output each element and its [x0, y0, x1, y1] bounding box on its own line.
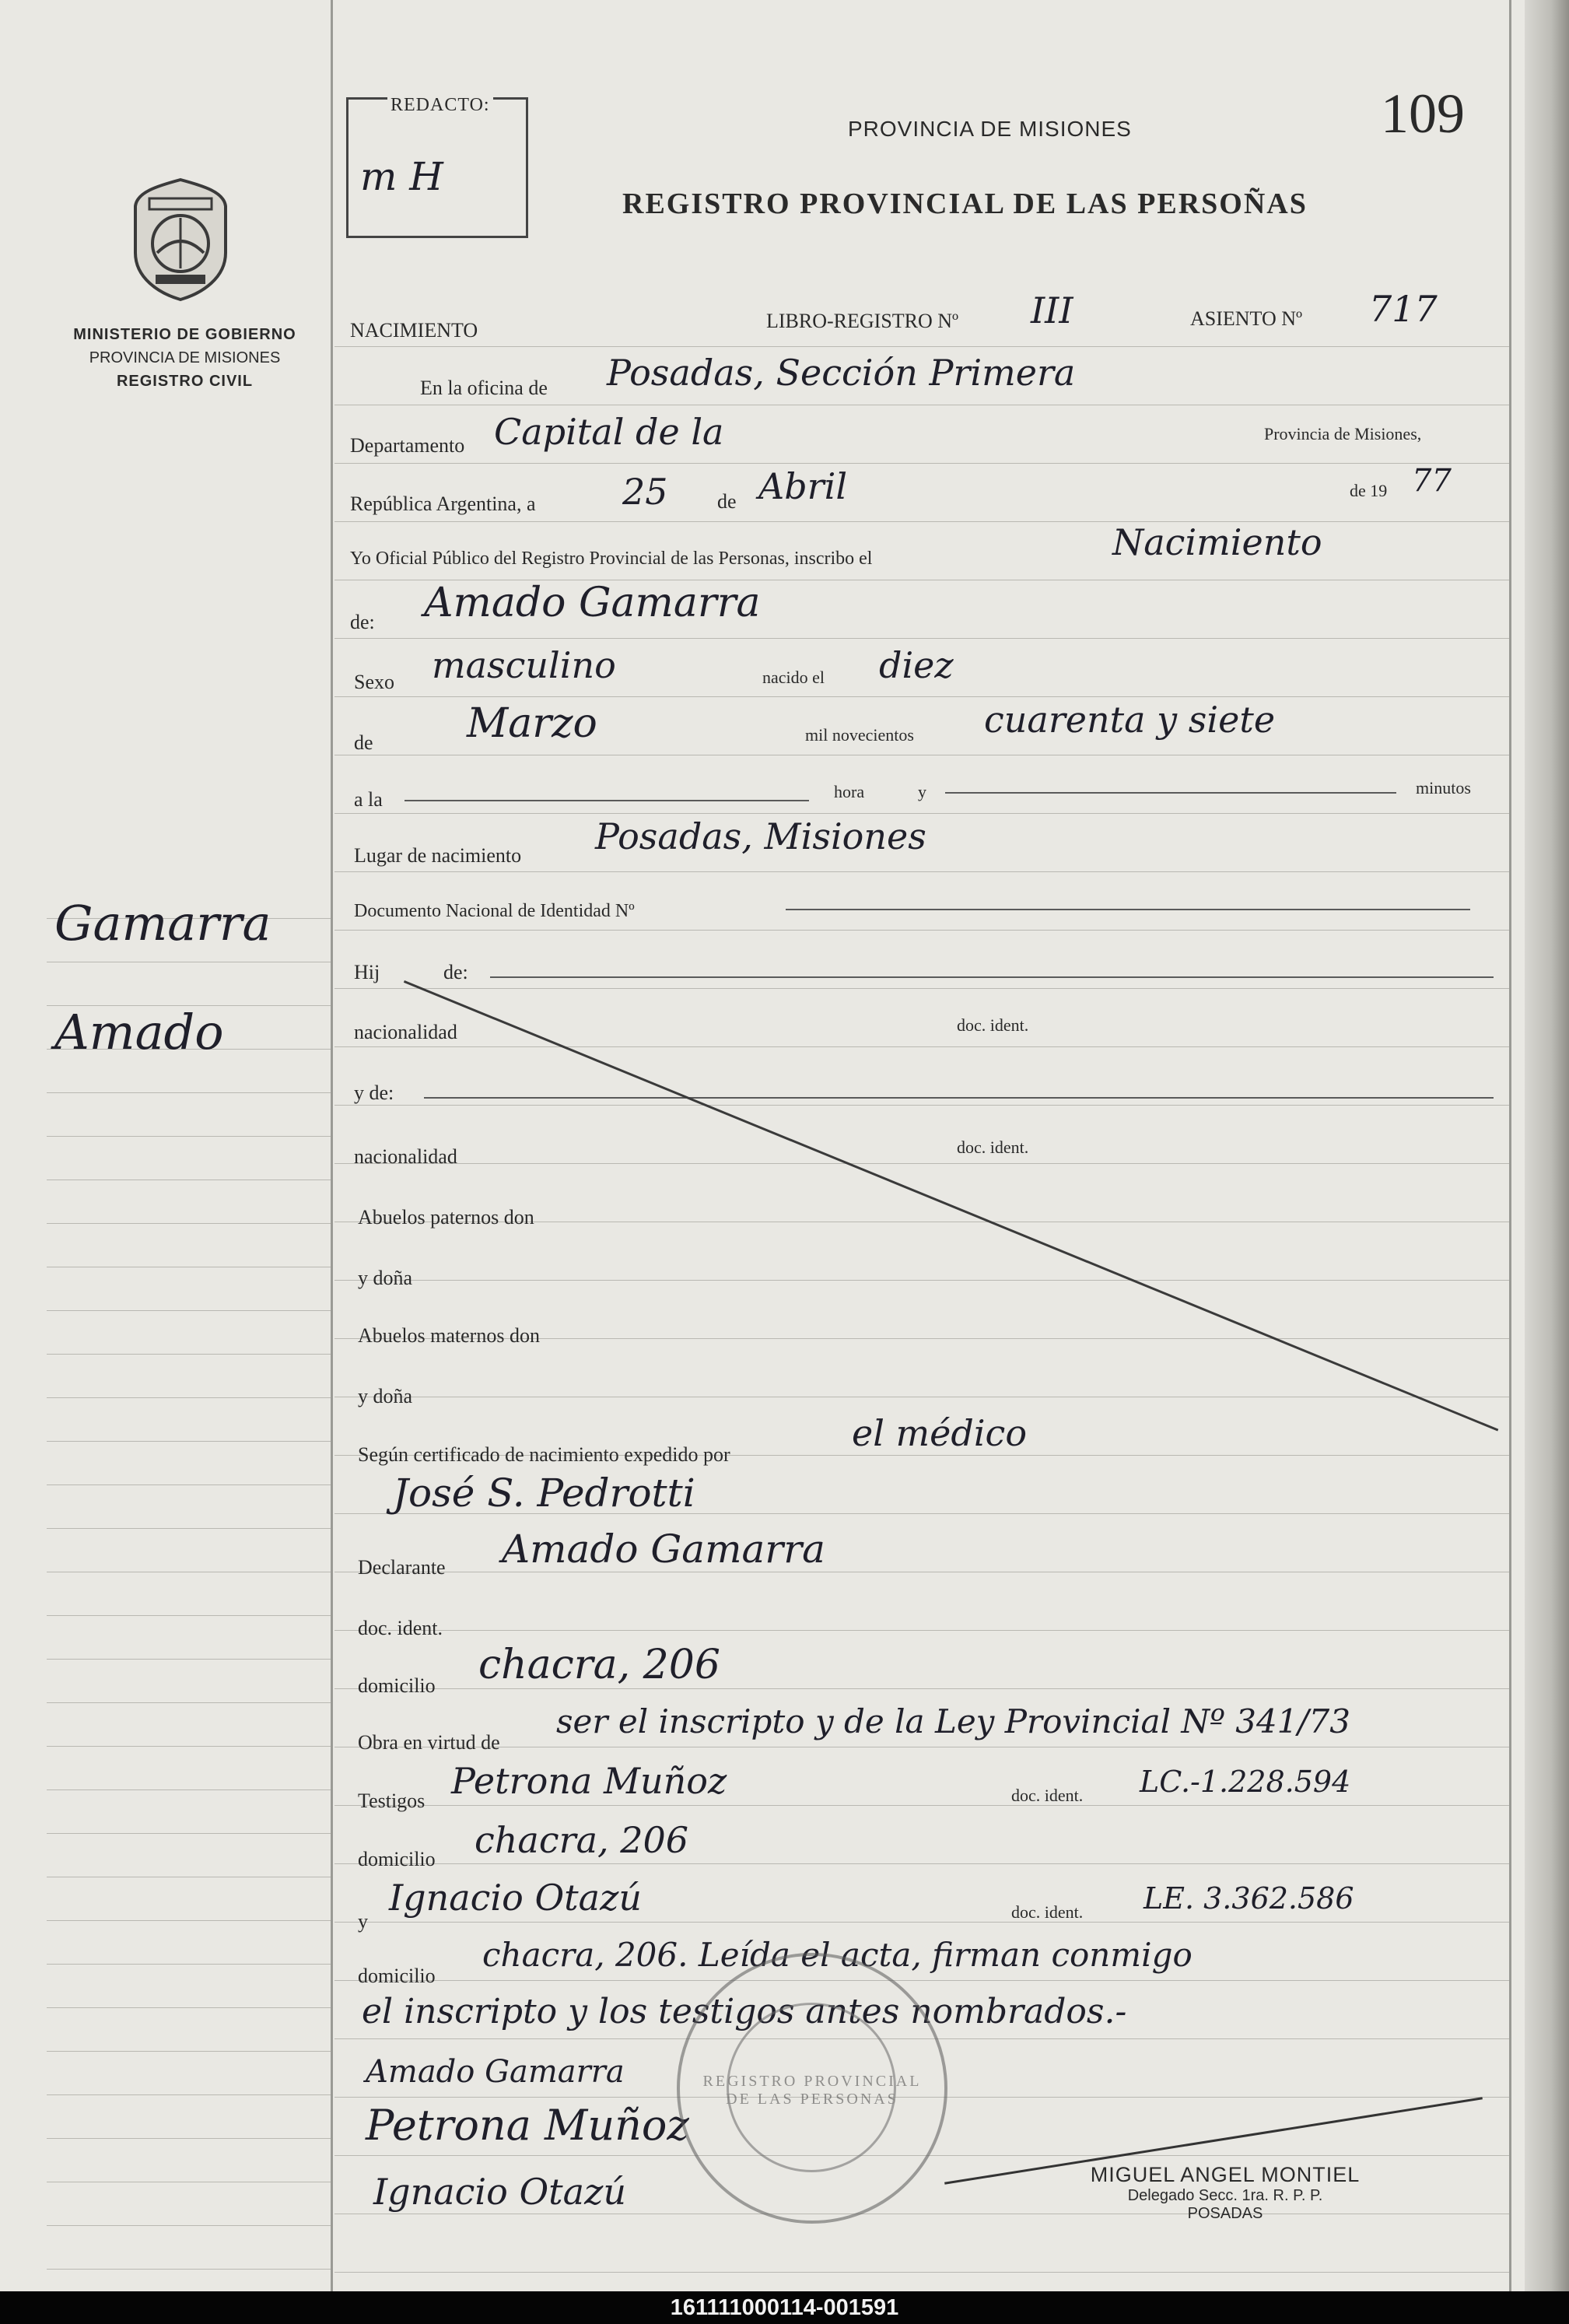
margin-ruling [47, 1833, 331, 1834]
redacto-label: REDACTO: [387, 95, 493, 116]
oficina-label: En la oficina de [420, 377, 548, 399]
sexo-value: masculino [432, 644, 616, 686]
oficina-value: Posadas, Sección Primera [607, 352, 1076, 394]
asiento-value: 717 [1369, 288, 1438, 330]
hijde-fill [490, 976, 1494, 978]
redacto-box [346, 97, 528, 238]
docident5-label: doc. ident. [1011, 1902, 1084, 1922]
domicilio2-label: domicilio [358, 1848, 436, 1870]
year-prefix: de 19 [1350, 481, 1388, 500]
nacido-value: diez [879, 644, 954, 686]
margin-ruling [47, 2269, 331, 2270]
domicilio1-value: chacra, 206 [478, 1642, 720, 1688]
margin-ruling [47, 1484, 331, 1485]
de-nombre-value: Amado Gamarra [424, 580, 761, 626]
body-ruling [334, 1105, 1509, 1106]
margin-ruling [47, 2094, 331, 2095]
domicilio2-value: chacra, 206 [475, 1819, 689, 1861]
asiento-label: ASIENTO Nº [1190, 307, 1303, 330]
cancel-strike [404, 980, 1498, 1432]
body-ruling [334, 1922, 1509, 1923]
domicilio3-value: chacra, 206. Leída el acta, firman conmigo [482, 1936, 1193, 1974]
margin-ruling [47, 2225, 331, 2226]
libro-value: III [1031, 289, 1073, 331]
ministry-heading [51, 323, 319, 393]
month-value: Abril [758, 465, 848, 507]
margin-ruling [47, 1136, 331, 1137]
docident1-label: doc. ident. [957, 1015, 1029, 1035]
testigo2-doc: LE. 3.362.586 [1143, 1881, 1354, 1916]
signature-witness-2: Ignacio Otazú [373, 2171, 626, 2213]
de2-value: Marzo [467, 700, 597, 747]
margin-ruling [47, 1789, 331, 1790]
margin-ruling [47, 1092, 331, 1093]
ministry-title: MINISTERIO DE GOBIERNO [73, 326, 296, 343]
margin-ruling [47, 2138, 331, 2139]
official-role: Delegado Secc. 1ra. R. P. P. [1127, 2187, 1323, 2204]
sexo-label: Sexo [354, 671, 394, 693]
abuelos-mat-label: Abuelos maternos don [358, 1324, 540, 1347]
margin-ruling [47, 1964, 331, 1965]
margin-ruling [47, 1615, 331, 1616]
hij-label: Hij [354, 961, 380, 983]
margin-ruling [47, 1310, 331, 1311]
testigo2-value: Ignacio Otazú [389, 1877, 642, 1919]
ala-label: a la [354, 788, 383, 811]
ministry-province: PROVINCIA DE MISIONES [89, 349, 281, 366]
body-ruling [334, 521, 1509, 522]
margin-given-name: Amado [54, 1004, 224, 1060]
margin-ruling [47, 1223, 331, 1224]
provincia-suffix: Provincia de Misiones, [1264, 424, 1422, 443]
margin-ruling [47, 1397, 331, 1398]
page-edge-shadow [1525, 0, 1569, 2291]
libro-label: LIBRO-REGISTRO Nº [766, 310, 959, 332]
image-code-bar: 161111000114-001591 [0, 2291, 1569, 2324]
body-ruling [334, 988, 1509, 989]
body-ruling [334, 1630, 1509, 1631]
y2-label: y [358, 1910, 368, 1933]
de2-label: de [354, 731, 373, 754]
margin-ruling [47, 2007, 331, 2008]
yde-label: y de: [354, 1081, 394, 1104]
de-nombre-label: de: [350, 611, 375, 633]
body-ruling [334, 1280, 1509, 1281]
declarante-value: Amado Gamarra [502, 1527, 825, 1572]
body-ruling [334, 1980, 1509, 1981]
registry-title: REGISTRO PROVINCIAL DE LAS PERSOÑAS [622, 188, 1308, 220]
republica-label: República Argentina, a [350, 492, 536, 515]
nacido-label: nacido el [762, 668, 825, 687]
departamento-value: Capital de la [494, 411, 724, 453]
signature-witness-1: Petrona Muñoz [366, 2101, 689, 2150]
body-ruling [334, 871, 1509, 872]
mil-value: cuarenta y siete [984, 699, 1276, 741]
y-label: y [918, 782, 926, 801]
year-value: 77 [1412, 463, 1452, 499]
hijde-label: de: [443, 961, 468, 983]
signature-declarant: Amado Gamarra [366, 2054, 625, 2090]
closing-value: el inscripto y los testigos antes nombrados.- [362, 1992, 1127, 2031]
margin-ruling [47, 1702, 331, 1703]
body-ruling [334, 1688, 1509, 1689]
margin-ruling [47, 2051, 331, 2052]
right-divider [1509, 0, 1511, 2291]
dni-fill [786, 909, 1470, 910]
testigos-label: Testigos [358, 1789, 426, 1812]
body-ruling [334, 696, 1509, 697]
day-value: 25 [622, 471, 668, 513]
body-ruling [334, 1863, 1509, 1864]
body-ruling [334, 813, 1509, 814]
body-ruling [334, 346, 1509, 347]
testigo1-doc: LC.-1.228.594 [1140, 1765, 1351, 1799]
redacto-value: m H [360, 154, 443, 199]
stamp-text: REGISTRO PROVINCIAL DE LAS PERSONAS [702, 2073, 922, 2108]
official-block [1054, 2163, 1396, 2223]
margin-ruling [47, 1441, 331, 1442]
yde-fill [424, 1097, 1494, 1099]
page-number: 109 [1381, 82, 1465, 145]
official-city: POSADAS [1187, 2205, 1263, 2222]
minutos-fill [945, 792, 1396, 794]
hora-label: hora [834, 782, 865, 801]
lugar-label: Lugar de nacimiento [354, 844, 522, 867]
margin-surname: Gamarra [54, 895, 271, 952]
margin-ruling [47, 1920, 331, 1921]
hora-fill [405, 800, 809, 801]
body-ruling [334, 638, 1509, 639]
docident3-label: doc. ident. [358, 1617, 443, 1639]
margin-ruling [47, 1354, 331, 1355]
nac2-label: nacionalidad [354, 1145, 457, 1168]
dni-label: Documento Nacional de Identidad Nº [354, 901, 635, 921]
body-ruling [334, 1163, 1509, 1164]
oficial-value: Nacimiento [1112, 521, 1322, 563]
docident4-label: doc. ident. [1011, 1786, 1084, 1805]
testigo1-value: Petrona Muñoz [451, 1760, 727, 1802]
certificado-value: el médico [852, 1412, 1028, 1454]
minutos-label: minutos [1416, 778, 1471, 797]
declarante-label: Declarante [358, 1556, 446, 1579]
obra-value: ser el inscripto y de la Ley Provincial Nº 341/73 [556, 1702, 1350, 1740]
certificado-label: Según certificado de nacimiento expedido por [358, 1443, 730, 1466]
ministry-civil: REGISTRO CIVIL [116, 373, 254, 390]
margin-column [0, 0, 331, 2291]
abuelos-pat-label: Abuelos paternos don [358, 1206, 534, 1229]
obra-label: Obra en virtud de [358, 1731, 500, 1754]
month-de-label: de [717, 490, 737, 513]
body-ruling [334, 1046, 1509, 1047]
margin-ruling [47, 1746, 331, 1747]
seal-icon [126, 175, 235, 303]
body-ruling [334, 930, 1509, 931]
domicilio3-label: domicilio [358, 1965, 436, 1987]
province-heading: PROVINCIA DE MISIONES [848, 117, 1132, 141]
margin-ruling [47, 1528, 331, 1529]
lugar-value: Posadas, Misiones [595, 815, 926, 857]
official-stamp [677, 1953, 947, 2224]
ydona1-label: y doña [358, 1267, 413, 1289]
nacimiento-label: NACIMIENTO [350, 319, 478, 342]
official-name: MIGUEL ANGEL MONTIEL [1090, 2163, 1361, 2186]
margin-ruling [47, 1659, 331, 1660]
margin-divider [331, 0, 333, 2291]
body-ruling [334, 463, 1509, 464]
medico-value: José S. Pedrotti [393, 1470, 695, 1516]
mil-label: mil novecientos [805, 725, 914, 745]
oficial-text: Yo Oficial Público del Registro Provincial de las Personas, inscribo el [350, 549, 873, 569]
body-ruling [334, 2272, 1509, 2273]
ydona2-label: y doña [358, 1385, 413, 1407]
docident2-label: doc. ident. [957, 1137, 1029, 1157]
domicilio1-label: domicilio [358, 1674, 436, 1697]
departamento-label: Departamento [350, 434, 465, 457]
body-ruling [334, 1805, 1509, 1806]
nac1-label: nacionalidad [354, 1021, 457, 1043]
